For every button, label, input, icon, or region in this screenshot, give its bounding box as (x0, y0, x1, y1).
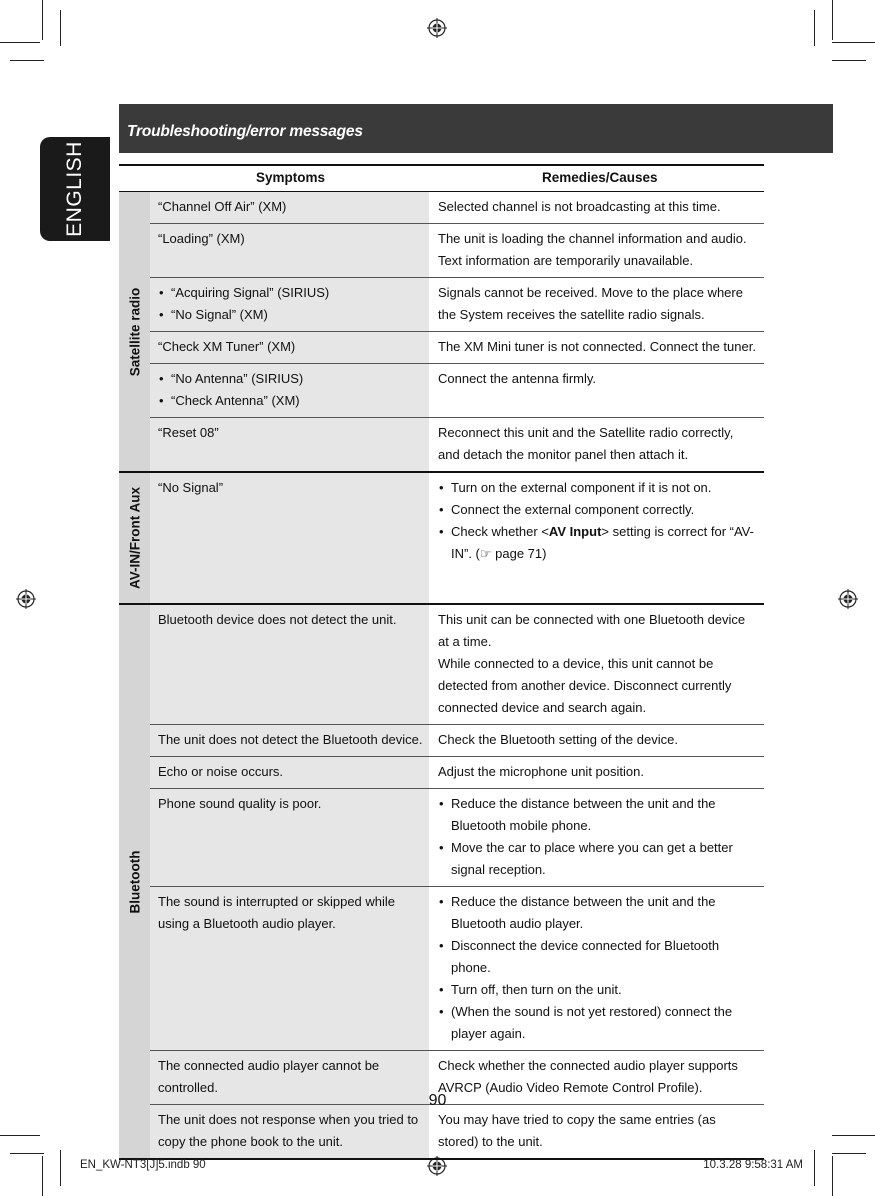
symptom-text: “Channel Off Air” (XM) (158, 199, 287, 214)
remedy-text: Check whether < (451, 524, 549, 539)
crop-mark (832, 1135, 875, 1136)
crop-mark (60, 1150, 61, 1186)
table-row (150, 725, 764, 757)
group-label (119, 473, 150, 603)
remedy-text: > setting is correct for “AV-IN”. (☞ page 71) (451, 524, 754, 561)
remedy-text: The unit is loading the channel information and audio. Text information are temporarily unavailable. (438, 231, 747, 268)
symptom-bullet: • “Check Antenna” (XM) (158, 390, 423, 412)
remedy-cell (429, 473, 764, 603)
registration-mark-icon (838, 589, 858, 609)
setting-name: AV Input (548, 524, 602, 539)
remedy-text: This unit can be connected with one Bluetooth device at a time. (438, 612, 746, 649)
remedy-bullet: • (When the sound is not yet restored) connect the player again. (438, 1001, 758, 1045)
crop-mark (832, 0, 833, 40)
page-number: 90 (428, 1092, 447, 1109)
registration-mark-icon (16, 589, 36, 609)
crop-mark (814, 1150, 815, 1186)
group-bluetooth (119, 605, 764, 1160)
remedy-cell (429, 278, 764, 331)
remedy-cell (429, 789, 764, 886)
remedy-text: You may have tried to copy the same entries (as stored) to the unit. (438, 1112, 716, 1149)
remedy-text: Adjust the microphone unit position. (438, 764, 644, 779)
remedy-text: Selected channel is not broadcasting at this time. (438, 199, 721, 214)
crop-mark (42, 1156, 43, 1196)
symptom-text: “Loading” (XM) (158, 231, 245, 246)
symptom-text: “Reset 08” (158, 425, 219, 440)
remedy-cell (429, 364, 764, 417)
remedy-bullet: • Reduce the distance between the unit and the Bluetooth audio player. (438, 891, 758, 935)
remedy-bullet: • Disconnect the device connected for Bluetooth phone. (438, 935, 758, 979)
remedy-text: Signals cannot be received. Move to the place where the System receives the satellite radio signals. (438, 285, 743, 322)
remedy-bullet: • Reduce the distance between the unit and the Bluetooth mobile phone. (438, 793, 758, 837)
symptom-cell (150, 278, 429, 331)
table-row (150, 605, 764, 725)
remedy-cell (429, 418, 764, 471)
symptom-bullet: • “No Signal” (XM) (158, 304, 423, 326)
table-row (150, 418, 764, 471)
group-satellite-radio (119, 192, 764, 473)
table-row (150, 757, 764, 789)
symptom-cell (150, 789, 429, 886)
group-av-in-front-aux (119, 473, 764, 605)
remedy-cell (429, 332, 764, 363)
column-header-symptoms: Symptoms (256, 170, 326, 185)
crop-mark (0, 42, 40, 43)
crop-mark (814, 10, 815, 46)
symptom-text: The connected audio player cannot be controlled. (158, 1058, 380, 1095)
remedy-bullet: • Move the car to place where you can get a better signal reception. (438, 837, 758, 881)
symptom-text: The unit does not detect the Bluetooth device. (158, 732, 423, 747)
crop-mark (42, 0, 43, 40)
remedy-cell (429, 1105, 764, 1158)
symptom-cell (150, 725, 429, 756)
symptom-cell (150, 224, 429, 277)
remedy-text: Check the Bluetooth setting of the device. (438, 732, 678, 747)
table-row (150, 332, 764, 364)
crop-mark (832, 60, 866, 61)
symptom-text: Phone sound quality is poor. (158, 796, 322, 811)
crop-mark (10, 1153, 44, 1154)
symptom-cell (150, 364, 429, 417)
crop-mark (10, 60, 44, 61)
remedy-text: Check whether the connected audio player supports AVRCP (Audio Video Remote Control Profile). (438, 1058, 738, 1095)
language-tab-label: ENGLISH (63, 141, 86, 237)
table-row (150, 192, 764, 224)
crop-mark (832, 1156, 833, 1196)
remedy-cell (429, 224, 764, 277)
remedy-cell (429, 725, 764, 756)
symptom-cell (150, 757, 429, 788)
remedy-text: Reconnect this unit and the Satellite radio correctly, and detach the monitor panel then attach it. (438, 425, 734, 462)
print-slug-file: EN_KW-NT3[J]5.indb 90 (80, 1159, 206, 1171)
table-row (150, 1105, 764, 1158)
column-header-remedies: Remedies/Causes (542, 170, 658, 185)
symptom-text: The sound is interrupted or skipped while using a Bluetooth audio player. (158, 894, 396, 931)
crop-mark (832, 42, 875, 43)
print-slug-timestamp: 10.3.28 9:58:31 AM (703, 1159, 803, 1171)
symptom-text: “Check XM Tuner” (XM) (158, 339, 296, 354)
table-row (150, 278, 764, 332)
table-row (150, 789, 764, 887)
symptom-bullet: • “Acquiring Signal” (SIRIUS) (158, 282, 423, 304)
remedy-cell (429, 757, 764, 788)
table-header (119, 164, 764, 192)
symptom-text: “No Signal” (158, 480, 224, 495)
symptom-cell (150, 192, 429, 223)
symptom-text: The unit does not response when you tried to copy the phone book to the unit. (158, 1112, 419, 1149)
remedy-text: The XM Mini tuner is not connected. Connect the tuner. (438, 339, 756, 354)
crop-mark (832, 1153, 866, 1154)
troubleshooting-table (119, 164, 764, 1160)
table-row (150, 364, 764, 418)
section-header (119, 104, 833, 153)
symptom-cell (150, 887, 429, 1050)
symptom-text: Bluetooth device does not detect the unit. (158, 612, 397, 627)
language-tab (40, 137, 110, 241)
remedy-cell (429, 887, 764, 1050)
symptom-cell (150, 473, 429, 603)
table-row (150, 887, 764, 1051)
remedy-bullet: • Turn off, then turn on the unit. (438, 979, 758, 1001)
registration-mark-icon (427, 18, 447, 38)
symptom-cell (150, 605, 429, 724)
crop-mark (60, 10, 61, 46)
remedy-bullet: • Connect the external component correctly. (438, 499, 758, 521)
remedy-text: While connected to a device, this unit cannot be detected from another device. Disconnect currently connected device and search again. (438, 656, 732, 715)
group-label-text: AV-IN/Front Aux (127, 487, 142, 589)
group-label (119, 192, 150, 471)
table-row (150, 224, 764, 278)
remedy-text: Connect the antenna firmly. (438, 371, 597, 386)
remedy-cell (429, 605, 764, 724)
group-label-text: Satellite radio (127, 287, 142, 376)
symptom-cell (150, 1105, 429, 1158)
group-label (119, 605, 150, 1158)
table-row (150, 473, 764, 603)
group-label-text: Bluetooth (127, 850, 142, 913)
crop-mark (0, 1135, 40, 1136)
section-title: Troubleshooting/error messages (127, 123, 363, 140)
symptom-cell (150, 332, 429, 363)
symptom-cell (150, 418, 429, 471)
remedy-bullet: • Turn on the external component if it is not on. (438, 477, 758, 499)
remedy-bullet (438, 521, 758, 565)
symptom-text: Echo or noise occurs. (158, 764, 284, 779)
symptom-bullet: • “No Antenna” (SIRIUS) (158, 368, 423, 390)
remedy-cell (429, 192, 764, 223)
